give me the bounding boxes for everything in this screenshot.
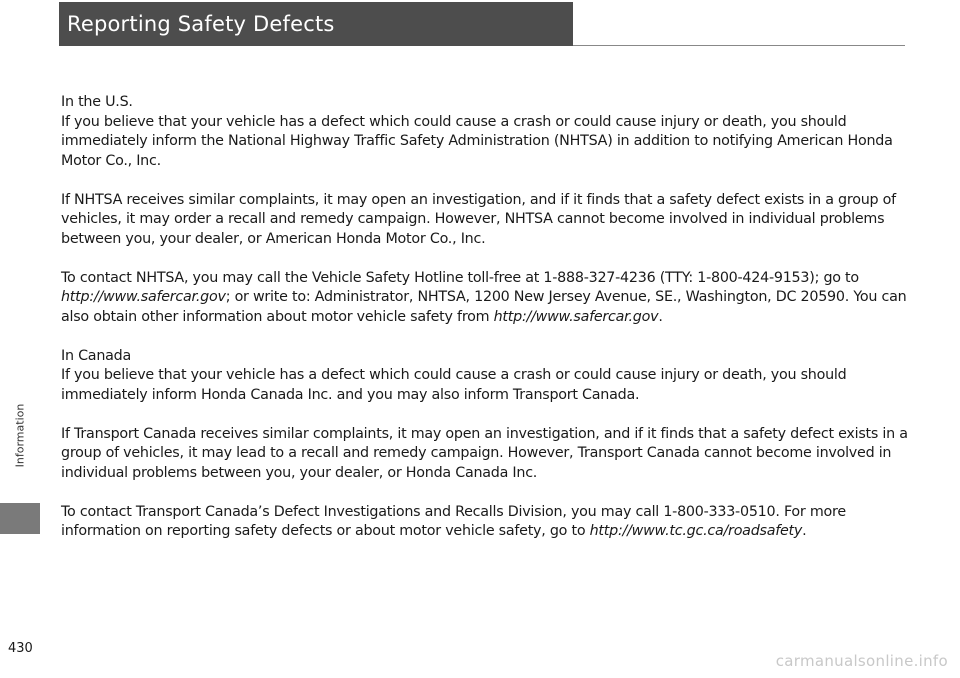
tc-roadsafety-link[interactable]: http://www.tc.gc.ca/roadsafety xyxy=(589,523,803,539)
us-paragraph-2: If NHTSA receives similar complaints, it may open an investigation, and if it finds that a safety defect exists in a group of vehicles, it may order a recall and remedy campaign. However, NHTSA cannot become involved in individual problems between you, your dealer, or American Honda Motor Co., Inc. xyxy=(61,191,896,247)
side-section-tab xyxy=(0,503,40,534)
header-divider xyxy=(573,45,905,46)
safercar-link-2[interactable]: http://www.safercar.gov xyxy=(493,308,659,325)
canada-paragraph-3-text-a: To contact Transport Canada’s Defect Investigations and Recalls Division, you may call 1-800-333-0510. For more information on reporting safety defects or about motor vehicle safety, go to xyxy=(61,503,846,539)
us-paragraph-1: If you believe that your vehicle has a defect which could cause a crash or could cause injury or death, you should immediately inform the National Highway Traffic Safety Administration (NHTSA) in addition to notifying American Honda Motor Co., Inc. xyxy=(61,113,893,169)
section-header xyxy=(59,2,573,46)
us-paragraph-3-text-c: . xyxy=(658,308,663,325)
canada-paragraph-2: If Transport Canada receives similar complaints, it may open an investigation, and if it finds that a safety defect exists in a group of vehicles, it may lead to a recall and remedy campaign. However, Transport Canada cannot become involved in individual problems between you, your dealer, or Honda Canada Inc. xyxy=(61,425,908,481)
us-paragraph-3-text-b: ; or write to: Administrator, NHTSA, 1200 New Jersey Avenue, SE., Washington, DC 20590. You can also obtain other information about motor vehicle safety from xyxy=(61,289,907,325)
canada-paragraph-1: If you believe that your vehicle has a defect which could cause a crash or could cause injury or death, you should immediately inform Honda Canada Inc. and you may also inform Transport Canada. xyxy=(61,367,847,403)
canada-heading: In Canada xyxy=(61,347,131,364)
us-paragraph-3 xyxy=(61,269,911,328)
watermark: carmanualsonline.info xyxy=(775,652,948,670)
side-section-label-text: Information xyxy=(13,403,27,467)
canada-paragraph-3 xyxy=(61,503,911,542)
canada-paragraph-3-text-b: . xyxy=(802,523,807,539)
us-paragraph-3-text-a: To contact NHTSA, you may call the Vehicle Safety Hotline toll-free at 1-888-327-4236 (TTY: 1-800-424-9153); go to xyxy=(61,269,859,286)
page-number: 430 xyxy=(8,641,33,656)
document-body xyxy=(61,93,911,561)
safercar-link-1[interactable]: http://www.safercar.gov xyxy=(61,289,226,305)
us-heading: In the U.S. xyxy=(61,94,133,110)
side-section-label xyxy=(0,380,40,490)
page-title: Reporting Safety Defects xyxy=(67,12,335,36)
